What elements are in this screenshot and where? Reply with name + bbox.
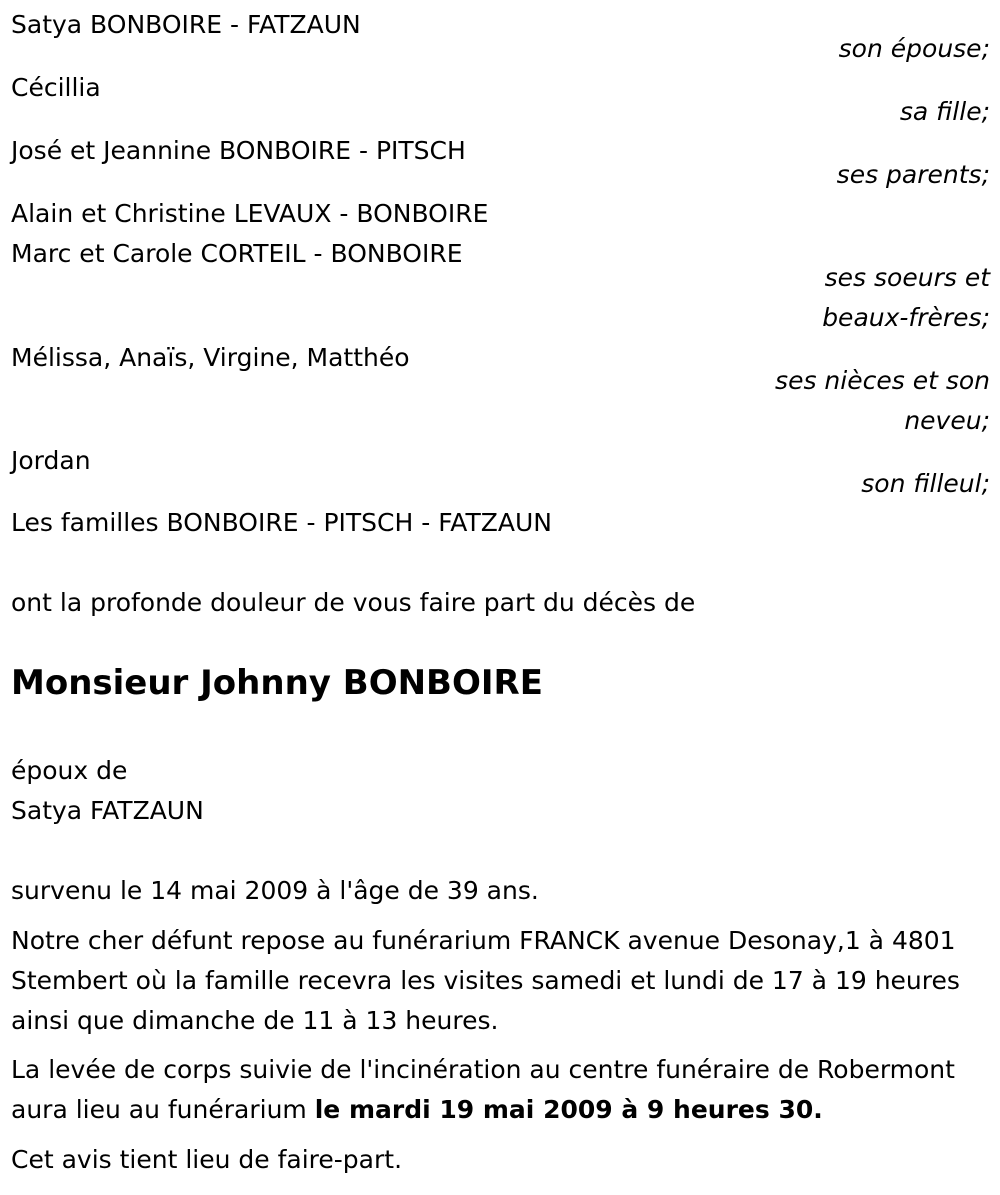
relation-parents: ses parents; [836,160,990,189]
family-name-sister-1: Alain et Christine LEVAUX - BONBOIRE [11,199,489,228]
family-name-nieces: Mélissa, Anaïs, Virgine, Matthéo [11,343,410,372]
death-date: survenu le 14 mai 2009 à l'âge de 39 ans. [11,876,539,905]
relation-spouse: son épouse; [838,34,990,63]
closing-note: Cet avis tient lieu de faire-part. [11,1145,403,1174]
deceased-name: Monsieur Johnny BONBOIRE [11,663,543,703]
family-name-parents: José et Jeannine BONBOIRE - PITSCH [11,136,466,165]
family-name-spouse: Satya BONBOIRE - FATZAUN [11,10,361,39]
visits-paragraph: Notre cher défunt repose au funérarium FRANCK avenue Desonay,1 à 4801 Stembert où la famille recevra les visites samedi et lundi de 17 à 19 heures ainsi que dimanche de 11 à 13 heures. [11,926,960,1035]
relation-nieces-line2: neveu; [904,406,990,435]
family-name-godson: Jordan [11,446,91,475]
family-name-sister-2: Marc et Carole CORTEIL - BONBOIRE [11,239,463,268]
announcement: ont la profonde douleur de vous faire part du décès de [11,588,696,617]
ceremony-text: La levée de corps suivie de l'incinération au centre funéraire de Robermont aura lieu au funérarium [11,1055,955,1124]
ceremony-date: le mardi 19 mai 2009 à 9 heures 30. [314,1095,823,1124]
ceremony-paragraph [11,1050,996,1130]
family-name-daughter: Cécillia [11,73,101,102]
spouse-line2: Satya FATZAUN [11,796,204,825]
family-name-families: Les familles BONBOIRE - PITSCH - FATZAUN [11,508,552,537]
spouse-line1: époux de [11,756,128,785]
relation-godson: son filleul; [861,469,990,498]
relation-nieces-line1: ses nièces et son [775,366,990,395]
relation-sisters-line1: ses soeurs et [824,263,990,292]
relation-daughter: sa fille; [899,97,990,126]
relation-sisters-line2: beaux-frères; [822,303,990,332]
